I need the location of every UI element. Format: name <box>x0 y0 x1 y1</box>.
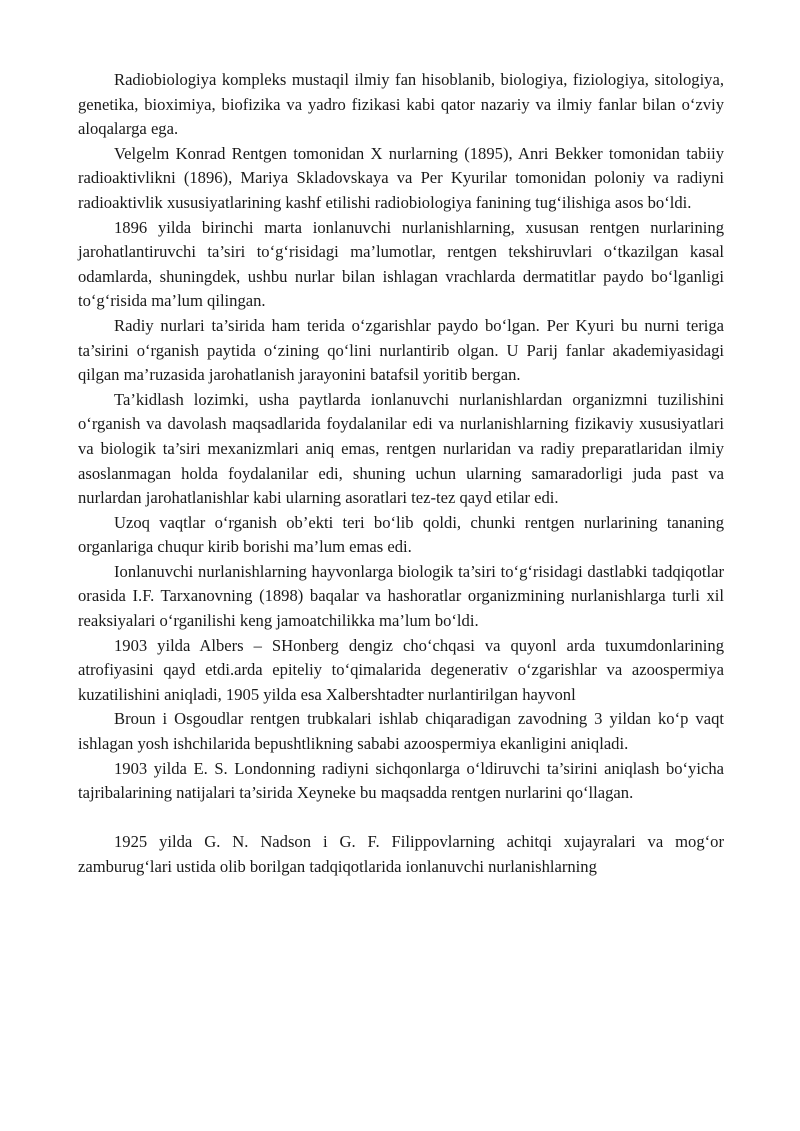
paragraph-11: 1925 yilda G. N. Nadson i G. F. Filippovlarning achitqi xujayralari va mog‘or zamburug‘lari ustida olib borilgan tadqiqotlarida ionlanuvchi nurlanishlarning <box>78 832 724 876</box>
paragraph-9: Broun i Osgoudlar rentgen trubkalari ishlab chiqaradigan zavodning 3 yildan ko‘p vaqt ishlagan yosh ishchilarida bepushtlikning sababi azoospermiya ekanligini aniqladi. <box>78 709 724 754</box>
paragraph-3: 1896 yilda birinchi marta ionlanuvchi nurlanishlarning, xususan rentgen nurlarining jarohatlantiruvchi ta’siri to‘g‘risidagi ma’lumotlar, rentgen tekshiruvlari o‘tkazilgan kasal odamlarda, shuningdek, ushbu nurlar bilan ishlagan vrachlarda dermatitlar paydo bo‘lganligi to‘g‘risida ma’lum qilingan. <box>78 217 724 311</box>
paragraph-1: Radiobiologiya kompleks mustaqil ilmiy fan hisoblanib, biologiya, fiziologiya, sitologiya, genetika, bioximiya, biofizika va yadro fizikasi kabi qator nazariy va ilmiy fanlar bilan o‘zviy aloqalarga ega. <box>78 70 724 139</box>
paragraph-5: Ta’kidlash lozimki, usha paytlarda ionlanuvchi nurlanishlardan organizmni tuzilishini o‘rganish va davolash maqsadlarida foydalanilar edi va nurlanishlarning fizikaviy xususiyatlari va biologik ta’siri mexanizmlari aniq emas, rentgen nurlaridan va radiy preparatlaridan ilmiy asoslanmagan holda foydalanilar edi, shuning uchun ularning samaradorligi juda past va nurlardan jarohatlanishlar kabi ularning asoratlari tez-tez qayd etilar edi. <box>78 389 724 508</box>
paragraph-6: Uzoq vaqtlar o‘rganish ob’ekti teri bo‘lib qoldi, chunki rentgen nurlarining tananing organlariga chuqur kirib borishi ma’lum emas edi. <box>78 512 724 557</box>
paragraph-8: 1903 yilda Albers – SHonberg dengiz cho‘chqasi va quyonl arda tuxumdonlarining atrofiyasini qayd etdi.arda epiteliy to‘qimalarida degenerativ o‘zgarishlar va azoospermiya kuzatilishini aniqladi, 1905 yilda esa Xalbershtadter nurlantirilgan hayvonl <box>78 635 724 704</box>
paragraph-10: 1903 yilda E. S. Londonning radiyni sichqonlarga o‘ldiruvchi ta’sirini aniqlash bo‘yicha tajribalarining natijalari ta’sirida Xeyneke bu maqsadda rentgen nurlarini qo‘llagan. <box>78 758 724 803</box>
paragraph-2: Velgelm Konrad Rentgen tomonidan X nurlarning (1895), Anri Bekker tomonidan tabiiy radioaktivlikni (1896), Mariya Skladovskaya va Per Kyurilar tomonidan poloniy va radiyni radioaktivlik xususiyatlarining kashf etilishi radiobiologiya fanining tug‘ilishiga asos bo‘ldi. <box>78 143 724 212</box>
paragraph-4: Radiy nurlari ta’sirida ham terida o‘zgarishlar paydo bo‘lgan. Per Kyuri bu nurni teriga ta’sirini o‘rganish paytida o‘zining qo‘lini nurlantirib olgan. U Parij fanlar akademiyasidagi qilgan ma’ruzasida jarohatlanish jarayonini batafsil yoritib bergan. <box>78 315 724 385</box>
document-page <box>78 68 724 880</box>
paragraph-7: Ionlanuvchi nurlanishlarning hayvonlarga biologik ta’siri to‘g‘risidagi dastlabki tadqiqotlar orasida I.F. Tarxanovning (1898) baqalar va hashoratlar organizmining nurlanishlarga turli xil reaksiyalari o‘rganilishi keng jamoatchilikka ma’lum bo‘ldi. <box>78 561 724 631</box>
